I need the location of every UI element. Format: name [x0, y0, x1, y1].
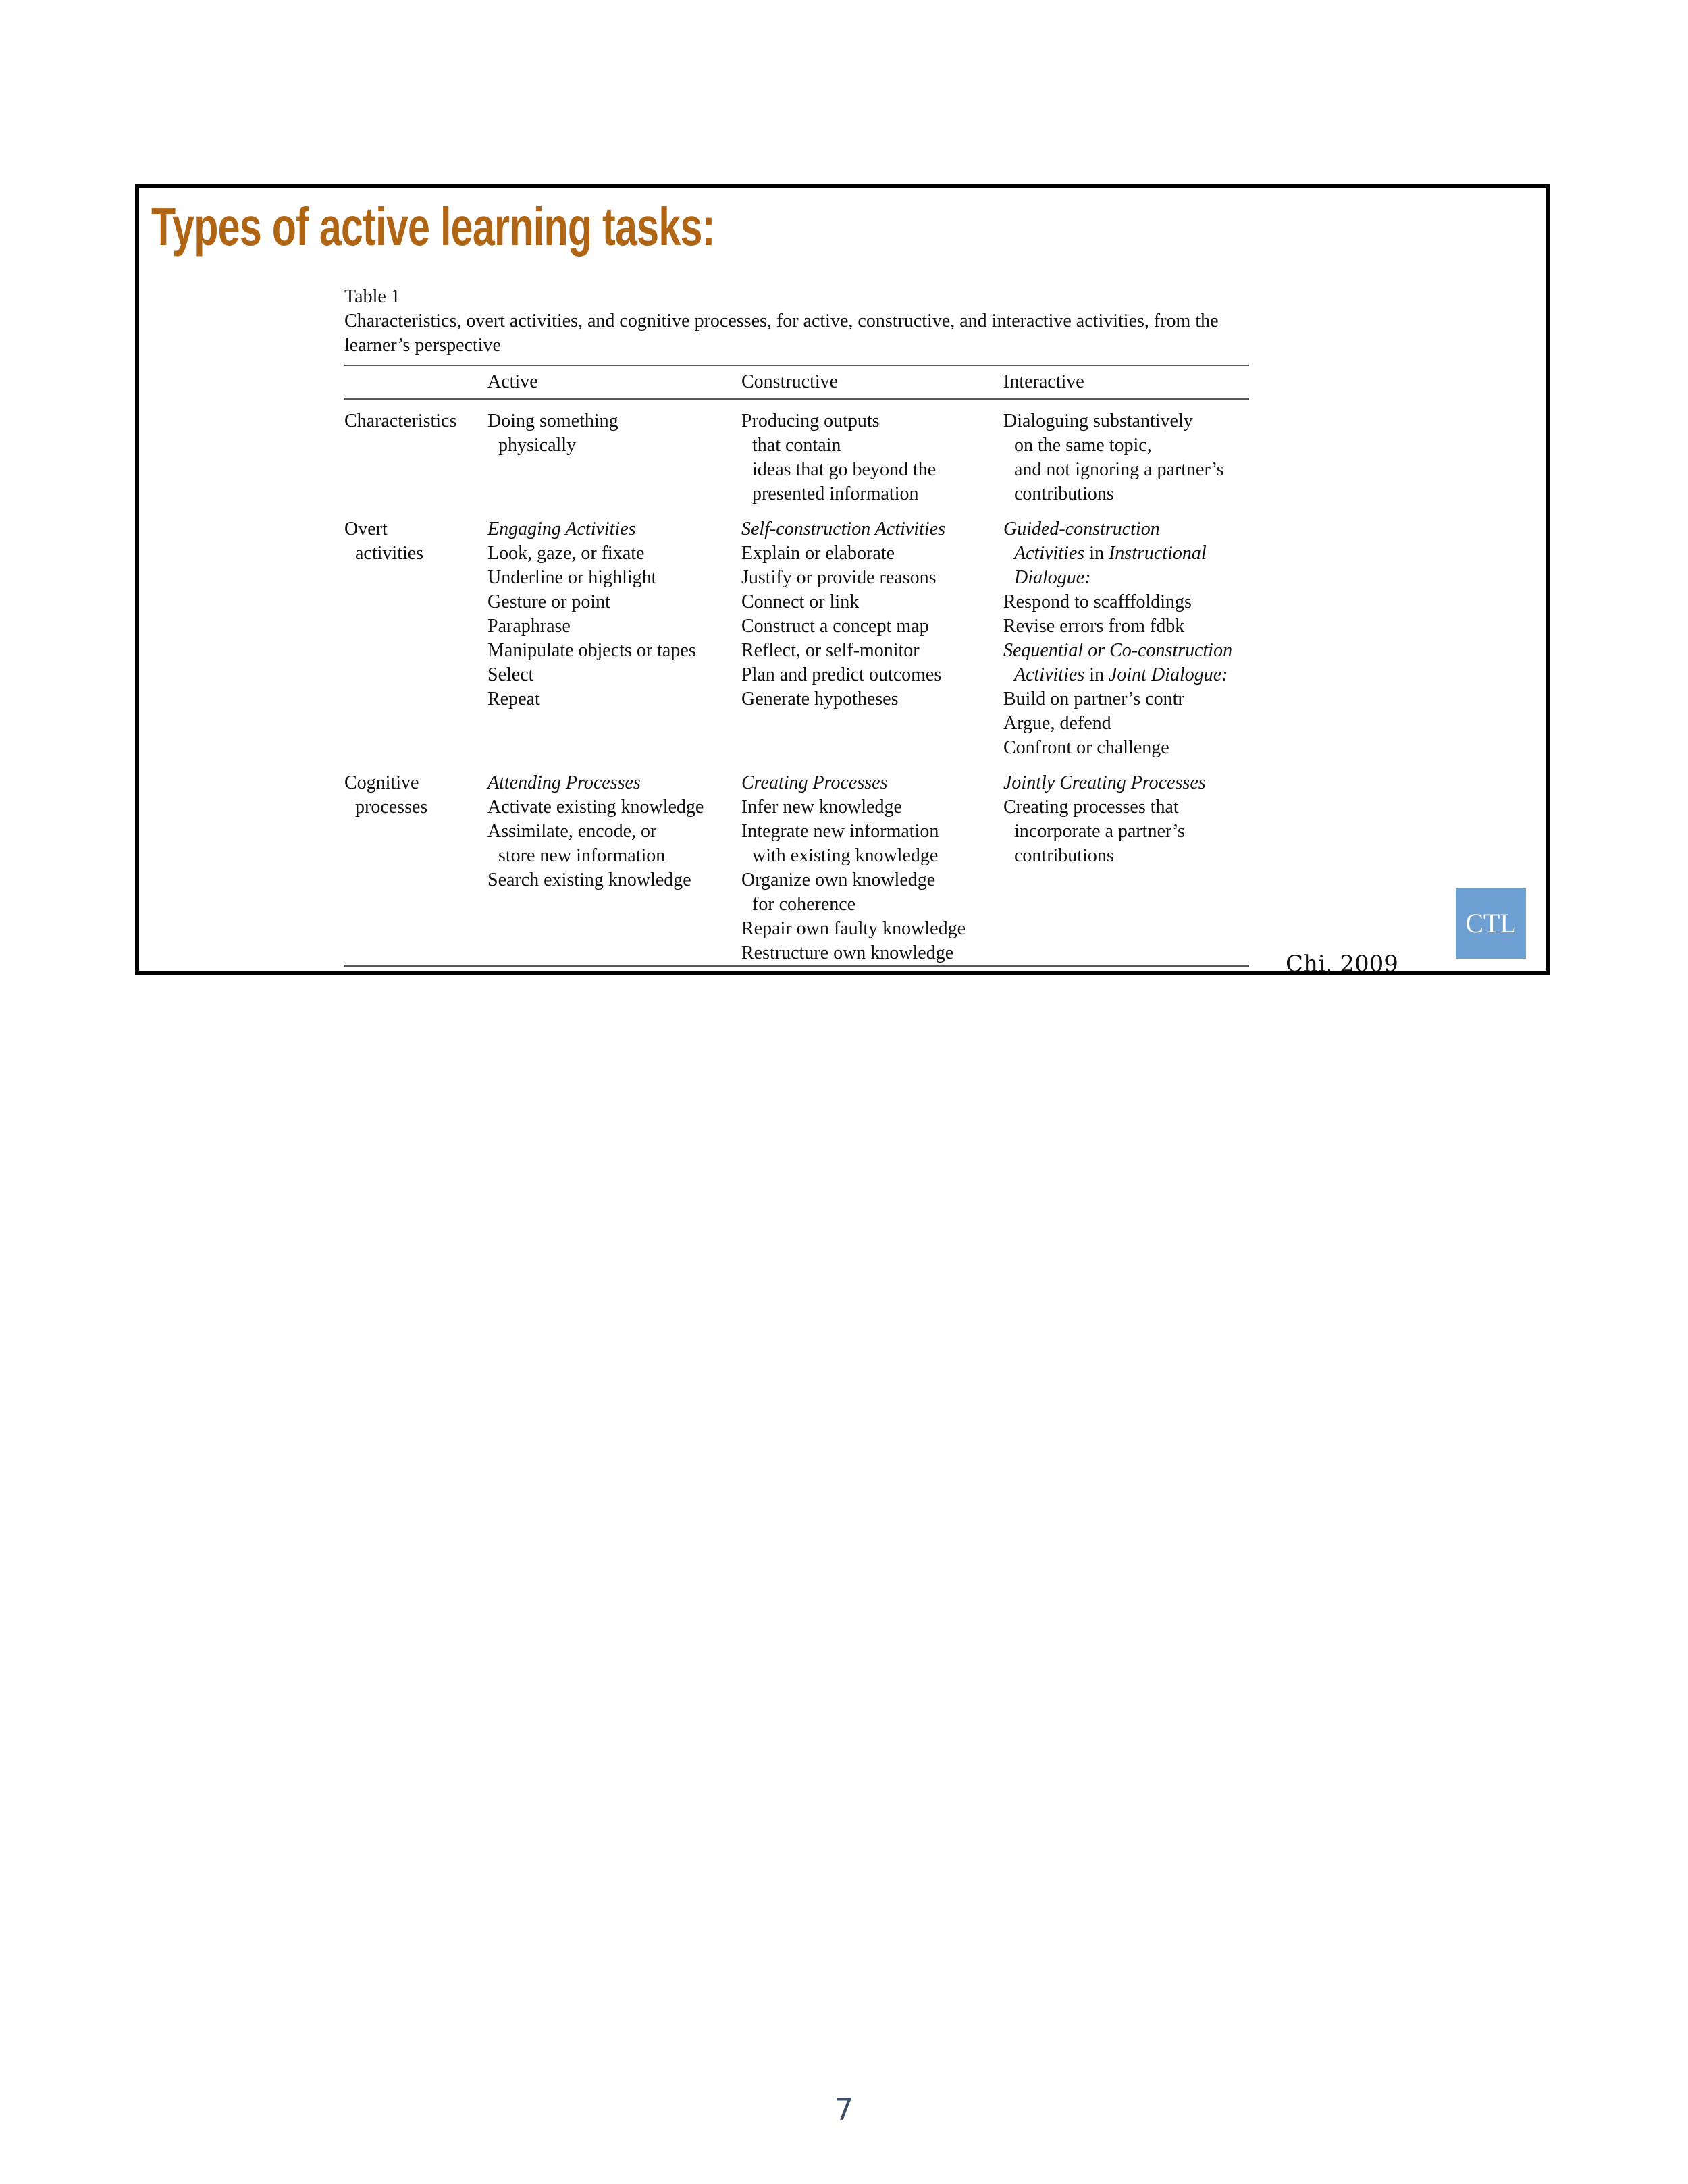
cell-line: Dialoguing substantively — [1003, 410, 1193, 431]
row-label-overt — [344, 517, 487, 760]
table-row-cognitive-processes — [344, 771, 1249, 965]
cell-subheading-line — [1003, 663, 1249, 687]
cell-line: Infer new knowledge — [741, 797, 902, 818]
row-label-line: processes — [355, 797, 428, 818]
cell-line: physically — [498, 435, 577, 456]
header-active: Active — [487, 371, 538, 392]
row-label-cognitive — [344, 771, 487, 965]
header-interactive: Interactive — [1003, 371, 1084, 392]
cell-subheading-part: Activities — [1014, 664, 1085, 685]
cell-line: Argue, defend — [1003, 713, 1111, 734]
cell-line: Restructure own knowledge — [741, 942, 954, 963]
cell-line: Connect or link — [741, 591, 860, 612]
page-number: 7 — [835, 2093, 853, 2127]
cell-line: Gesture or point — [487, 591, 610, 612]
table-header-row — [344, 366, 1249, 398]
cell-subheading-part: in — [1084, 543, 1109, 564]
cell-subheading: Dialogue: — [1014, 567, 1091, 588]
row-label-line: Overt — [344, 518, 388, 539]
cell-subheading: Self-construction Activities — [741, 518, 945, 539]
cell-line: incorporate a partner’s — [1014, 821, 1185, 842]
table-row-characteristics — [344, 400, 1249, 517]
cell-subheading: Attending Processes — [487, 772, 641, 793]
cell-line: Construct a concept map — [741, 616, 929, 637]
table-bottom-rule — [344, 965, 1249, 967]
cell-line: Look, gaze, or fixate — [487, 543, 645, 564]
cell-subheading-part: Instructional — [1108, 543, 1207, 564]
cell-characteristics-active — [487, 409, 741, 506]
cell-line: Select — [487, 664, 534, 685]
cell-line: store new information — [498, 845, 666, 866]
cell-line: Repair own faulty knowledge — [741, 918, 966, 939]
cell-overt-constructive — [741, 517, 1003, 760]
cell-line: Producing outputs — [741, 410, 880, 431]
cell-line: Underline or highlight — [487, 567, 657, 588]
cell-overt-active — [487, 517, 741, 760]
table-label: Table 1 — [344, 286, 400, 307]
cell-subheading: Guided-construction — [1003, 518, 1160, 539]
row-label-characteristics — [344, 409, 487, 506]
cell-subheading: Jointly Creating Processes — [1003, 772, 1206, 793]
cell-line: Search existing knowledge — [487, 870, 691, 890]
cell-line: ideas that go beyond the — [752, 459, 937, 480]
cell-line: Repeat — [487, 689, 540, 710]
cell-line: with existing knowledge — [752, 845, 939, 866]
cell-subheading: Creating Processes — [741, 772, 888, 793]
row-label-line: Cognitive — [344, 772, 419, 793]
ctl-logo-badge: CTL — [1456, 888, 1526, 959]
cell-characteristics-interactive — [1003, 409, 1249, 506]
cell-line: contributions — [1014, 845, 1114, 866]
cell-subheading: Engaging Activities — [487, 518, 636, 539]
slide-frame — [135, 184, 1550, 978]
cell-line: Justify or provide reasons — [741, 567, 937, 588]
cell-line: Creating processes that — [1003, 797, 1179, 818]
cell-line: Activate existing knowledge — [487, 797, 704, 818]
citation: Chi, 2009 — [1286, 951, 1398, 978]
cell-line: Manipulate objects or tapes — [487, 640, 696, 661]
cell-line: Generate hypotheses — [741, 689, 899, 710]
row-label-line: activities — [355, 543, 424, 564]
cell-line: and not ignoring a partner’s — [1014, 459, 1224, 480]
cell-overt-interactive — [1003, 517, 1249, 760]
cell-line: Organize own knowledge — [741, 870, 936, 890]
cell-line: Confront or challenge — [1003, 737, 1169, 758]
cell-line: Integrate new information — [741, 821, 939, 842]
cell-cognitive-constructive — [741, 771, 1003, 965]
row-label-line: Characteristics — [344, 410, 457, 431]
cell-line: Build on partner’s contr — [1003, 689, 1184, 710]
cell-cognitive-interactive — [1003, 771, 1249, 965]
header-empty — [344, 370, 487, 394]
cell-line: for coherence — [752, 894, 856, 915]
cell-line: Assimilate, encode, or — [487, 821, 657, 842]
table-row-overt-activities — [344, 517, 1249, 771]
header-constructive: Constructive — [741, 371, 839, 392]
table-caption: Characteristics, overt activities, and cognitive processes, for active, constructive, and interactive activities, from the learner’s perspective — [344, 311, 1219, 356]
slide-title: Types of active learning tasks: — [151, 196, 715, 257]
cell-line: on the same topic, — [1014, 435, 1152, 456]
cell-line: Explain or elaborate — [741, 543, 895, 564]
cell-cognitive-active — [487, 771, 741, 965]
cell-line: Revise errors from fdbk — [1003, 616, 1185, 637]
cell-line: Respond to scafffoldings — [1003, 591, 1192, 612]
cell-subheading: Sequential or Co-construction — [1003, 640, 1233, 661]
cell-subheading-part: in — [1084, 664, 1109, 685]
cell-line: presented information — [752, 483, 919, 504]
cell-line: that contain — [752, 435, 841, 456]
cell-line: contributions — [1014, 483, 1114, 504]
table-figure — [344, 285, 1249, 967]
cell-subheading-line — [1003, 541, 1249, 566]
cell-line: Reflect, or self-monitor — [741, 640, 920, 661]
cell-line: Doing something — [487, 410, 618, 431]
cell-line: Plan and predict outcomes — [741, 664, 942, 685]
cell-subheading-part: Joint Dialogue: — [1108, 664, 1228, 685]
cell-subheading-part: Activities — [1014, 543, 1085, 564]
cell-characteristics-constructive — [741, 409, 1003, 506]
cell-line: Paraphrase — [487, 616, 571, 637]
